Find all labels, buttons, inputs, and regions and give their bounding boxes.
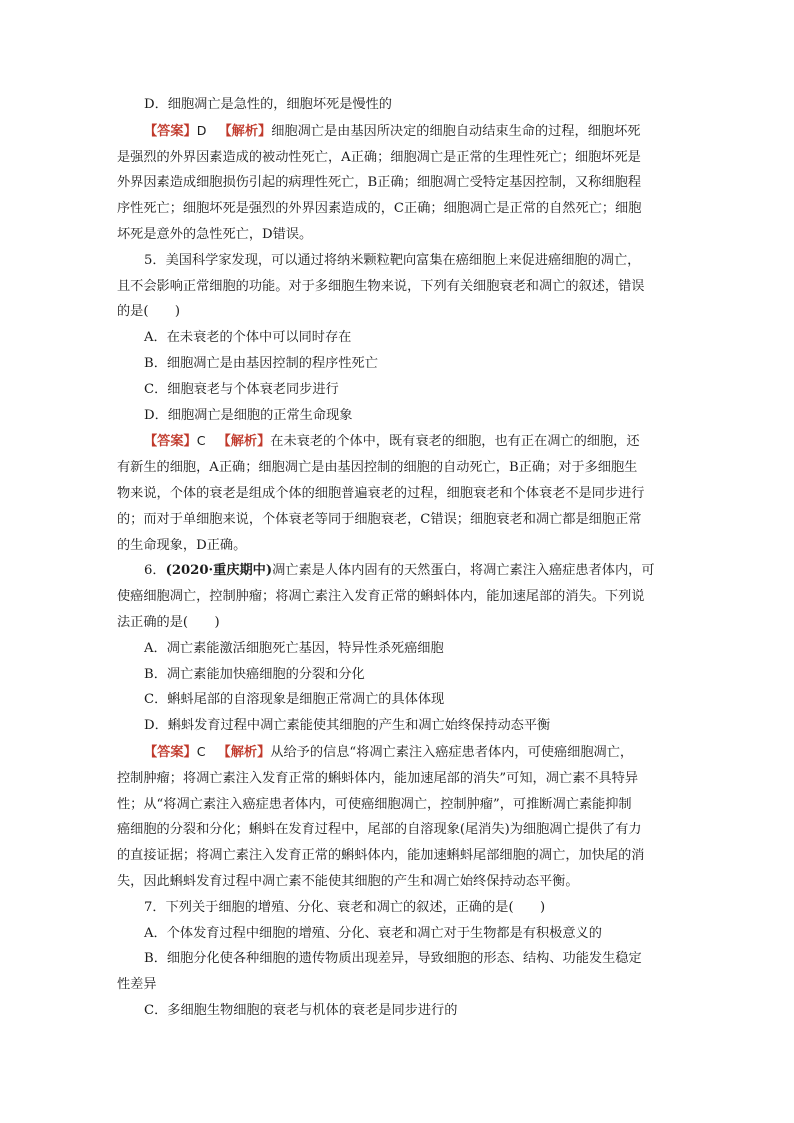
answer-value: C: [196, 433, 206, 449]
option-line: C．细胞衰老与个体衰老同步进行: [144, 381, 339, 397]
answer-label: 【答案】: [144, 434, 197, 450]
question-5-stem: 5．美国科学家发现，可以通过将纳米颗粒靶向富集在癌细胞上来促进癌细胞的凋亡，: [144, 252, 641, 268]
analysis-line: 物来说，个体的衰老是组成个体的细胞普遍衰老的过程，细胞衰老和个体衰老不是同步进行: [117, 485, 645, 501]
answer-value: C: [196, 743, 206, 759]
document-page: [117, 92, 677, 1024]
option-line: D．细胞凋亡是细胞的正常生命现象: [144, 407, 353, 423]
analysis-line: 失，因此蝌蚪发育过程中凋亡素不能使其细胞的产生和凋亡始终保持动态平衡。: [117, 873, 579, 889]
option-line: C．多细胞生物细胞的衰老与机体的衰老是同步进行的: [144, 1002, 458, 1018]
analysis-line: 的生命现象，D正确。: [117, 537, 247, 553]
option-continuation: 性差异: [117, 977, 157, 993]
question-line: 且不会影响正常细胞的功能。对于多细胞生物来说，下列有关细胞衰老和凋亡的叙述，错误: [117, 278, 645, 294]
analysis-line: 性；从“将凋亡素注入癌症患者体内，可使癌细胞凋亡，控制肿瘤”，可推断凋亡素能抑制: [117, 796, 632, 812]
analysis-line: 序性死亡；细胞坏死是强烈的外界因素造成的，C正确；细胞凋亡是正常的自然死亡；细胞: [117, 201, 642, 217]
analysis-line: 的直接证据；将凋亡素注入发育正常的蝌蚪体内，能加速蝌蚪尾部细胞的凋亡，加快尾的消: [117, 848, 645, 864]
option-line: A．在未衰老的个体中可以同时存在: [144, 330, 352, 346]
analysis-line: 癌细胞的分裂和分化；蝌蚪在发育过程中，尾部的自溶现象(尾消失)为细胞凋亡提供了有力: [117, 822, 642, 838]
answer-label: 【答案】: [144, 744, 197, 760]
answer-label: 【答案】: [144, 123, 197, 139]
option-line: B．细胞分化使各种细胞的遗传物质出现差异，导致细胞的形态、结构、功能发生稳定: [144, 951, 642, 967]
question-6-stem: [117, 558, 677, 584]
analysis-line: 是强烈的外界因素造成的被动性死亡，A正确；细胞凋亡是正常的生理性死亡；细胞坏死是: [117, 149, 641, 165]
analysis-text: 细胞凋亡是由基因所决定的细胞自动结束生命的过程，细胞坏死: [271, 123, 641, 139]
question-line: 法正确的是( ): [117, 614, 220, 630]
option-line: A．个体发育过程中细胞的增殖、分化、衰老和凋亡对于生物都是有积极意义的: [144, 925, 602, 941]
option-line: A．凋亡素能激活细胞死亡基因，特异性杀死癌细胞: [144, 640, 444, 656]
option-line: C．蝌蚪尾部的自溶现象是细胞正常凋亡的具体体现: [144, 692, 445, 708]
answer-value: D: [196, 122, 207, 138]
option-line: B．细胞凋亡是由基因控制的程序性死亡: [144, 355, 378, 371]
option-line: D．蝌蚪发育过程中凋亡素能使其细胞的产生和凋亡始终保持动态平衡: [144, 718, 551, 734]
analysis-line: 的；而对于单细胞来说，个体衰老等同于细胞衰老，C错误；细胞衰老和凋亡都是细胞正常: [117, 511, 642, 527]
analysis-label: 【解析】: [218, 123, 272, 139]
answer-line: [117, 118, 677, 145]
question-text: 凋亡素是人体内固有的天然蛋白，将凋亡素注入癌症患者体内，可: [272, 563, 655, 579]
option-line: D．细胞凋亡是急性的，细胞坏死是慢性的: [144, 97, 392, 112]
answer-line: [117, 428, 677, 455]
analysis-label: 【解析】: [217, 744, 271, 760]
question-7-stem: 7．下列关于细胞的增殖、分化、衰老和凋亡的叙述，正确的是( ): [144, 899, 546, 915]
question-number: 6．: [144, 563, 166, 579]
analysis-line: 有新生的细胞，A正确；细胞凋亡是由基因控制的细胞的自动死亡，B正确；对于多细胞生: [117, 460, 638, 476]
analysis-line: 外界因素造成细胞损伤引起的病理性死亡，B正确；细胞凋亡受特定基因控制，又称细胞程: [117, 175, 641, 191]
question-line: 的是( ): [117, 304, 181, 320]
analysis-text: 从给予的信息“将凋亡素注入癌症患者体内，可使癌细胞凋亡，: [270, 744, 634, 760]
analysis-line: 坏死是意外的急性死亡，D错误。: [117, 226, 313, 242]
analysis-label: 【解析】: [217, 434, 271, 450]
question-line: 使癌细胞凋亡，控制肿瘤；将凋亡素注入发育正常的蝌蚪体内，能加速尾部的消失。下列说: [117, 589, 645, 605]
analysis-text: 在未衰老的个体中，既有衰老的细胞，也有正在凋亡的细胞，还: [270, 434, 640, 450]
question-source: (2020·重庆期中): [165, 563, 273, 579]
option-line: B．凋亡素能加快癌细胞的分裂和分化: [144, 666, 365, 682]
analysis-line: 控制肿瘤；将凋亡素注入发育正常的蝌蚪体内，能加速尾部的消失”可知，凋亡素不具特异: [117, 770, 639, 786]
answer-line: [117, 739, 677, 766]
